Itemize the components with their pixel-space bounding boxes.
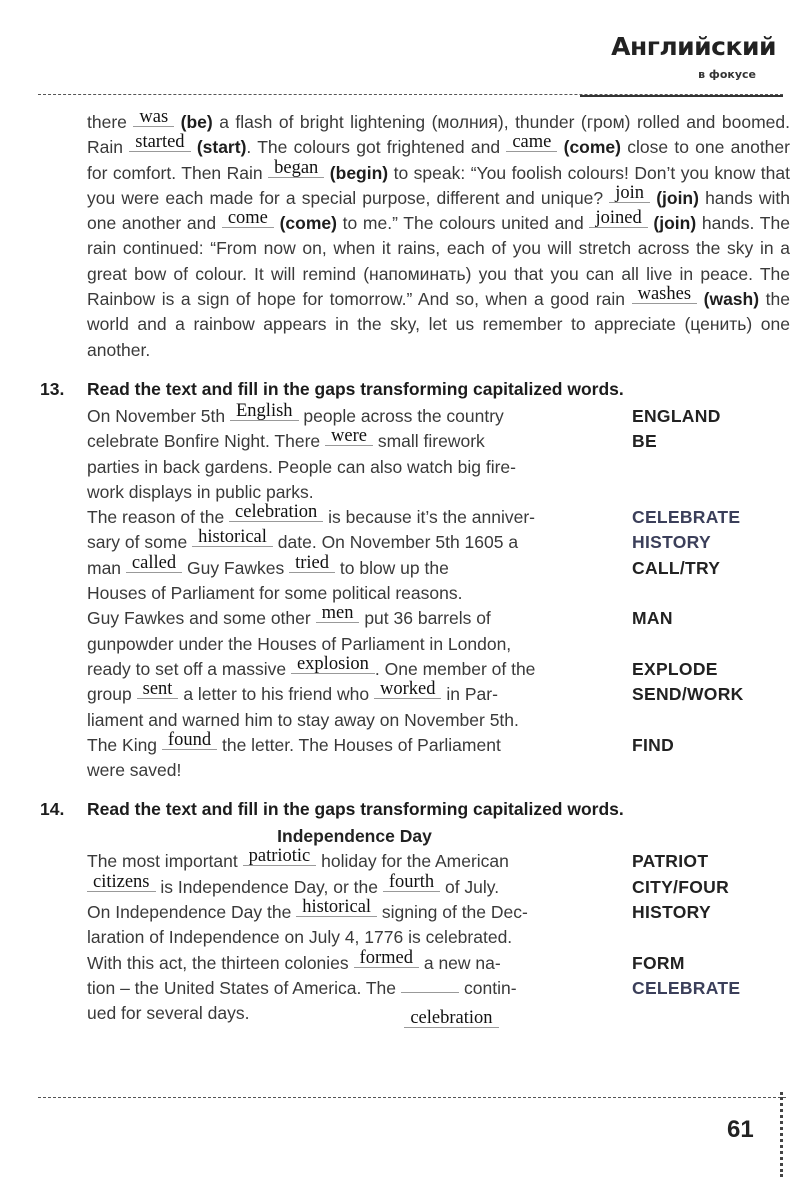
keyword: MAN	[632, 608, 673, 629]
answer-explosion: explosion	[291, 656, 375, 674]
keyword: FIND	[632, 734, 675, 755]
page-edge-dots	[780, 1092, 783, 1177]
keyword: EXPLODE	[632, 658, 718, 679]
task-number: 14.	[40, 799, 65, 820]
answer-began: began	[268, 160, 324, 178]
keyword: CELEBRATE	[632, 977, 741, 998]
task13-line: The King found the letter. The Houses of Parliament FIND	[87, 733, 792, 758]
answer-join: join	[609, 185, 650, 203]
answer-washes: washes	[632, 286, 697, 304]
task14-line: ued for several days. celebration	[87, 1001, 792, 1026]
publisher-logo	[611, 30, 788, 90]
answer-celebration-2: celebration	[404, 1010, 498, 1028]
task13-line: man called Guy Fawkes tried to blow up the CALL/TRY	[87, 556, 792, 581]
task13-line: Guy Fawkes and some other men put 36 barrels of MAN	[87, 606, 792, 631]
task13-line: gunpowder under the Houses of Parliament in London,	[87, 633, 512, 654]
task13-line: sary of some historical date. On November 5th 1605 a HISTORY	[87, 530, 792, 555]
task13-line: ready to set off a massive explosion . One member of the EXPLODE	[87, 657, 792, 682]
task-13-heading	[40, 379, 792, 400]
answer-citizens: citizens	[87, 874, 156, 892]
task14-line: The most important patriotic holiday for the American PATRIOT	[87, 849, 792, 874]
task-instruction: Read the text and fill in the gaps transforming capitalized words.	[87, 378, 624, 399]
answer-joined: joined	[589, 210, 647, 228]
answer-came: came	[506, 134, 557, 152]
answer-sent: sent	[137, 681, 179, 699]
answer-found: found	[162, 732, 217, 750]
keyword: CITY/FOUR	[632, 876, 730, 897]
answer-english: English	[230, 403, 299, 421]
keyword: FORM	[632, 952, 685, 973]
answer-worked: worked	[374, 681, 441, 699]
task14-line: laration of Independence on July 4, 1776 is celebrated.	[87, 927, 513, 948]
keyword: CALL/TRY	[632, 557, 721, 578]
task13-line: were saved!	[87, 760, 182, 781]
header-rule-solid	[580, 95, 783, 97]
keyword: ENGLAND	[632, 405, 721, 426]
answer-fourth: fourth	[383, 874, 440, 892]
page-number: 61	[727, 1116, 754, 1143]
logo-subtitle: в фокусе	[698, 68, 756, 81]
page-content	[40, 107, 792, 1029]
keyword: BE	[632, 431, 657, 452]
answer-formed: formed	[354, 950, 419, 968]
task-14-heading	[40, 799, 792, 820]
answer-called: called	[126, 555, 182, 573]
answer-historical: historical	[192, 529, 273, 547]
task14-line: With this act, the thirteen colonies formed a new na- FORM	[87, 951, 792, 976]
answer-were: were	[325, 428, 373, 446]
task13-line: work displays in public parks.	[87, 481, 314, 502]
answer-celebration: celebration	[229, 504, 323, 522]
logo-title: Английский	[611, 32, 776, 61]
answer-men: men	[316, 605, 360, 623]
task13-line: The reason of the celebration is because it’s the anniver- CELEBRATE	[87, 505, 792, 530]
keyword: HISTORY	[632, 532, 711, 553]
task13-line: Houses of Parliament for some political reasons.	[87, 583, 463, 604]
answer-started: started	[129, 134, 190, 152]
task14-line: tion – the United States of America. The contin- CELEBRATE	[87, 976, 792, 1001]
keyword: HISTORY	[632, 902, 711, 923]
answer-blank	[401, 975, 459, 993]
answer-was: was	[133, 109, 174, 127]
answer-come: come	[222, 210, 274, 228]
keyword: PATRIOT	[632, 851, 709, 872]
task13-line: liament and warned him to stay away on November 5th.	[87, 709, 519, 730]
task-instruction: Read the text and fill in the gaps transforming capitalized words.	[87, 799, 624, 820]
answer-patriotic: patriotic	[243, 848, 317, 866]
task14-line: On Independence Day the historical signing of the Dec- HISTORY	[87, 900, 792, 925]
keyword: SEND/WORK	[632, 684, 744, 705]
text-title: Independence Day	[277, 826, 432, 847]
task13-line: On November 5th English people across the country ENGLAND	[87, 404, 792, 429]
task13-line: celebrate Bonfire Night. There were small firework BE	[87, 429, 792, 454]
rainbow-text: there was (be) a flash of bright lightening (молния), thunder (гром) rolled and boomed. Rain started (start). The colours got frightened and came (come) close to one another for comfort. Then Rain began (begin) to speak: “You foolish colours! Don’t you know that you were each made for a special purpose, different and unique? join (join) hands with one another and come (come) to me.” The colours united and joined (join) hands. The rain continued: “From now on, when it rains, each of you will stretch across the sky in a great bow of colour. It will remind (напоминать) you that you can all live in peace. The Rainbow is a sign of hope for tomorrow.” And so, when a good rain washes (wash) the world and a rainbow appears in the sky, let us remember to appreciate (ценить) one another.	[87, 107, 790, 360]
task-number: 13.	[40, 378, 65, 399]
task14-line: citizens is Independence Day, or the fourth of July. CITY/FOUR	[87, 875, 792, 900]
answer-tried: tried	[289, 555, 335, 573]
task13-line: group sent a letter to his friend who worked in Par- SEND/WORK	[87, 682, 792, 707]
task13-line: parties in back gardens. People can also watch big fire-	[87, 456, 516, 477]
answer-historical-2: historical	[296, 899, 377, 917]
keyword: CELEBRATE	[632, 507, 741, 528]
footer-rule	[38, 1097, 786, 1098]
